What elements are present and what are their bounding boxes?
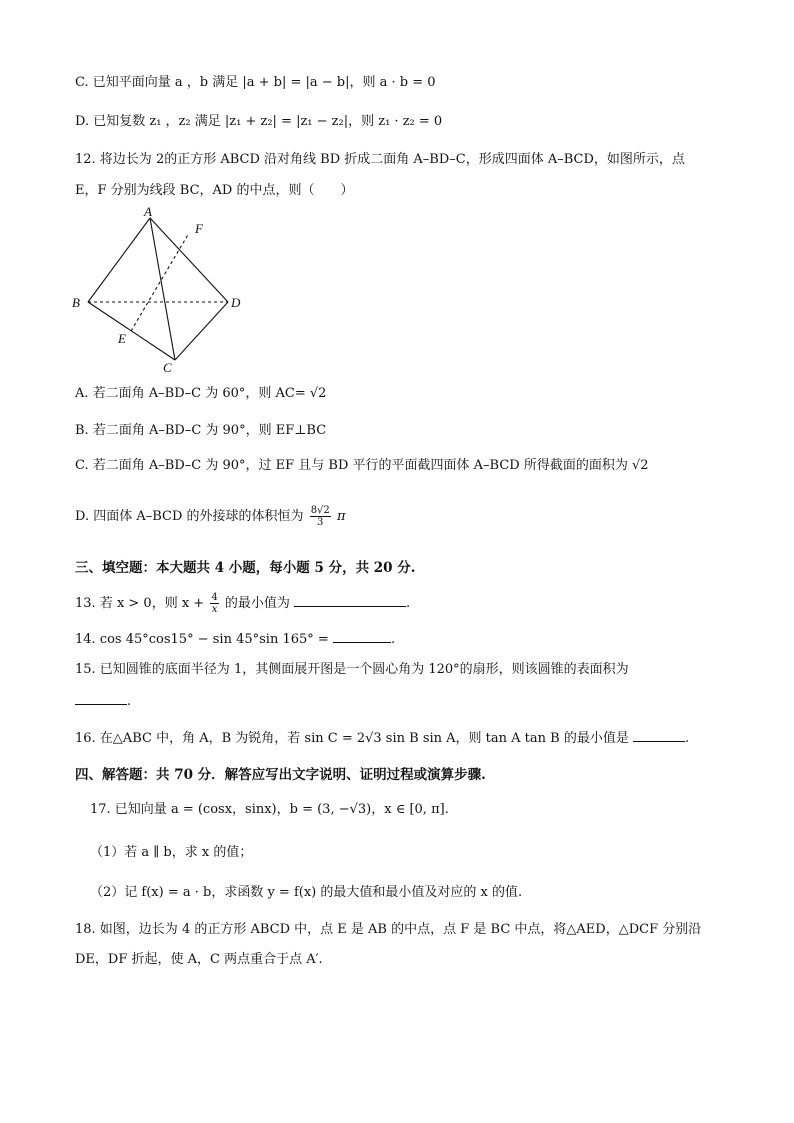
question-15-blank-line: . xyxy=(75,692,131,712)
option-d-text: D. 四面体 A–BCD 的外接球的体积恒为 xyxy=(75,509,304,524)
question-12-line2: E，F 分别为线段 BC，AD 的中点，则（ ） xyxy=(75,183,354,198)
label-e: E xyxy=(118,331,126,346)
option-a: A. 若二面角 A–BD–C 为 60°，则 AC= √2 xyxy=(75,386,327,401)
tetrahedron-figure xyxy=(68,205,258,375)
question-18-line2: DE，DF 折起，使 A，C 两点重合于点 A′. xyxy=(75,952,323,967)
option-d: D. 已知复数 z₁ ，z₂ 满足 |z₁ + z₂| = |z₁ − z₂|，则 z₁ · z₂ = 0 xyxy=(75,114,443,129)
answer-blank-13[interactable] xyxy=(294,594,406,607)
question-18-line1: 18. 如图，边长为 4 的正方形 ABCD 中，点 E 是 AB 的中点，点 F 是 BC 中点，将△AED，△DCF 分别沿 xyxy=(75,922,702,937)
q13-suffix: 的最小值为 xyxy=(224,596,290,611)
question-17: 17. 已知向量 a = (cosx，sinx)，b = (3, −√3)，x ∈ [0, π]. xyxy=(90,802,449,817)
option-c-q12: C. 若二面角 A–BD–C 为 90°，过 EF 且与 BD 平行的平面截四面体 A–BCD 所得截面的面积为 √2 xyxy=(75,458,649,473)
q13-text: 13. 若 x > 0，则 x + xyxy=(75,596,205,611)
option-d-q12 xyxy=(75,505,345,528)
edge-ac xyxy=(150,218,175,360)
question-15: 15. 已知圆锥的底面半径为 1，其侧面展开图是一个圆心角为 120°的扇形，则该圆锥的表面积为 xyxy=(75,662,629,677)
question-17-part1: （1）若 a ∥ b，求 x 的值； xyxy=(90,845,253,860)
label-c: C xyxy=(163,360,172,375)
q14-text: 14. cos 45°cos15° − sin 45°sin 165° = xyxy=(75,632,329,647)
question-13: 13. 若 x > 0，则 x + $\frac{4}{x}$ 的最小值为 . xyxy=(75,592,411,615)
label-a: A xyxy=(144,205,152,219)
question-16: 16. 在△ABC 中，角 A，B 为锐角，若 sin C = 2√3 sin B sin A，则 tan A tan B 的最小值是 . xyxy=(75,731,690,746)
fraction-numerator: 8√2 xyxy=(310,505,330,516)
question-17-part2: （2）记 f(x) = a · b，求函数 y = f(x) 的最大值和最小值及对应的 x 的值. xyxy=(90,885,523,900)
segment-ef-dashed xyxy=(131,233,189,331)
option-c: C. 已知平面向量 a ，b 满足 |a + b| = |a − b|，则 a · b = 0 xyxy=(75,75,436,90)
q13-fraction xyxy=(210,592,218,615)
q16-text: 16. 在△ABC 中，角 A，B 为锐角，若 sin C = 2√3 sin B sin A，则 tan A tan B 的最小值是 xyxy=(75,731,629,746)
edge-ad xyxy=(150,218,228,302)
label-d: D xyxy=(231,295,241,310)
section-4-heading: 四、解答题：共 70 分．解答应写出文字说明、证明过程或演算步骤. xyxy=(75,767,486,783)
question-12-line1: 12. 将边长为 2的正方形 ABCD 沿对角线 BD 折成二面角 A–BD–C，形成四面体 A–BCD，如图所示，点 xyxy=(75,152,685,167)
question-14: 14. cos 45°cos15° − sin 45°sin 165° = . xyxy=(75,632,396,647)
pi-symbol: π xyxy=(336,509,346,524)
label-b: B xyxy=(72,295,80,310)
section-3-heading: 三、填空题：本大题共 4 小题，每小题 5 分，共 20 分. xyxy=(75,560,416,576)
edge-ab xyxy=(88,218,150,302)
fraction-denominator: 3 xyxy=(317,517,324,528)
edge-cd xyxy=(175,302,228,360)
label-f: F xyxy=(195,221,203,236)
answer-blank-15[interactable] xyxy=(75,692,127,705)
q13-denominator: x xyxy=(211,604,218,615)
answer-blank-16[interactable] xyxy=(633,729,685,742)
answer-blank-14[interactable] xyxy=(333,630,391,643)
volume-fraction xyxy=(310,505,331,528)
q13-numerator: 4 xyxy=(211,592,218,603)
option-b: B. 若二面角 A–BD–C 为 90°，则 EF⊥BC xyxy=(75,423,327,438)
